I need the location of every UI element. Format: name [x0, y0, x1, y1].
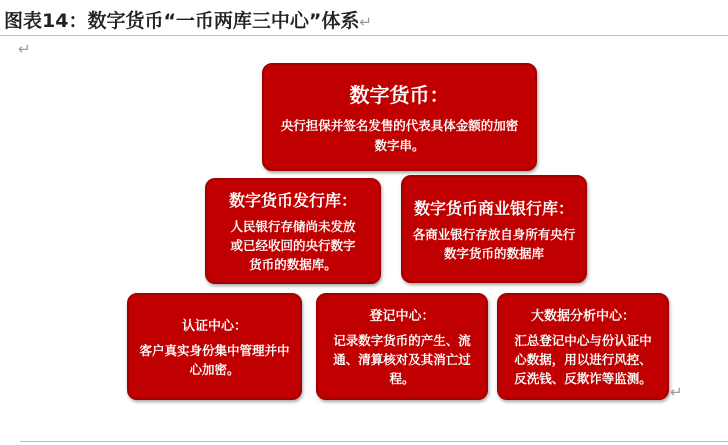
box-big-data-center [497, 293, 669, 400]
box-title: 数字货币： [349, 82, 450, 107]
box-digital-currency [262, 63, 537, 171]
box-title: 认证中心： [181, 318, 247, 334]
box-commercial-bank-database [401, 175, 587, 283]
box-body: 汇总登记中心与份认证中心数据，用以进行风控、反洗钱、反欺诈等监测。 [514, 333, 652, 386]
paragraph-mark-icon: ↵ [670, 383, 683, 401]
box-title: 大数据分析中心： [530, 309, 635, 324]
box-registration-center [316, 293, 488, 400]
box-body: 人民银行存储尚未发放或已经收回的央行数字货币的数据库。 [230, 219, 356, 272]
top-rule [0, 35, 728, 36]
box-title: 数字货币商业银行库： [413, 198, 574, 218]
figure-title [4, 6, 372, 33]
box-issuance-database [205, 178, 381, 284]
box-body: 客户真实身份集中管理并中心加密。 [139, 342, 290, 377]
box-body: 记录数字货币的产生、流通、清算核对及其消亡过程。 [333, 333, 471, 386]
box-body: 各商业银行存放自身所有央行数字货币的数据库 [412, 226, 576, 261]
box-title: 数字货币发行库： [228, 191, 357, 210]
paragraph-mark-icon: ↵ [18, 40, 31, 58]
box-title: 登记中心： [369, 309, 435, 324]
box-body: 央行担保并签名发售的代表具体金额的加密数字串。 [280, 117, 519, 153]
paragraph-mark-icon: ↵ [359, 13, 372, 31]
figure-title-text: 图表14：数字货币“一币两库三中心”体系 [4, 10, 360, 32]
bottom-rule [20, 441, 728, 442]
box-authentication-center [127, 293, 302, 400]
